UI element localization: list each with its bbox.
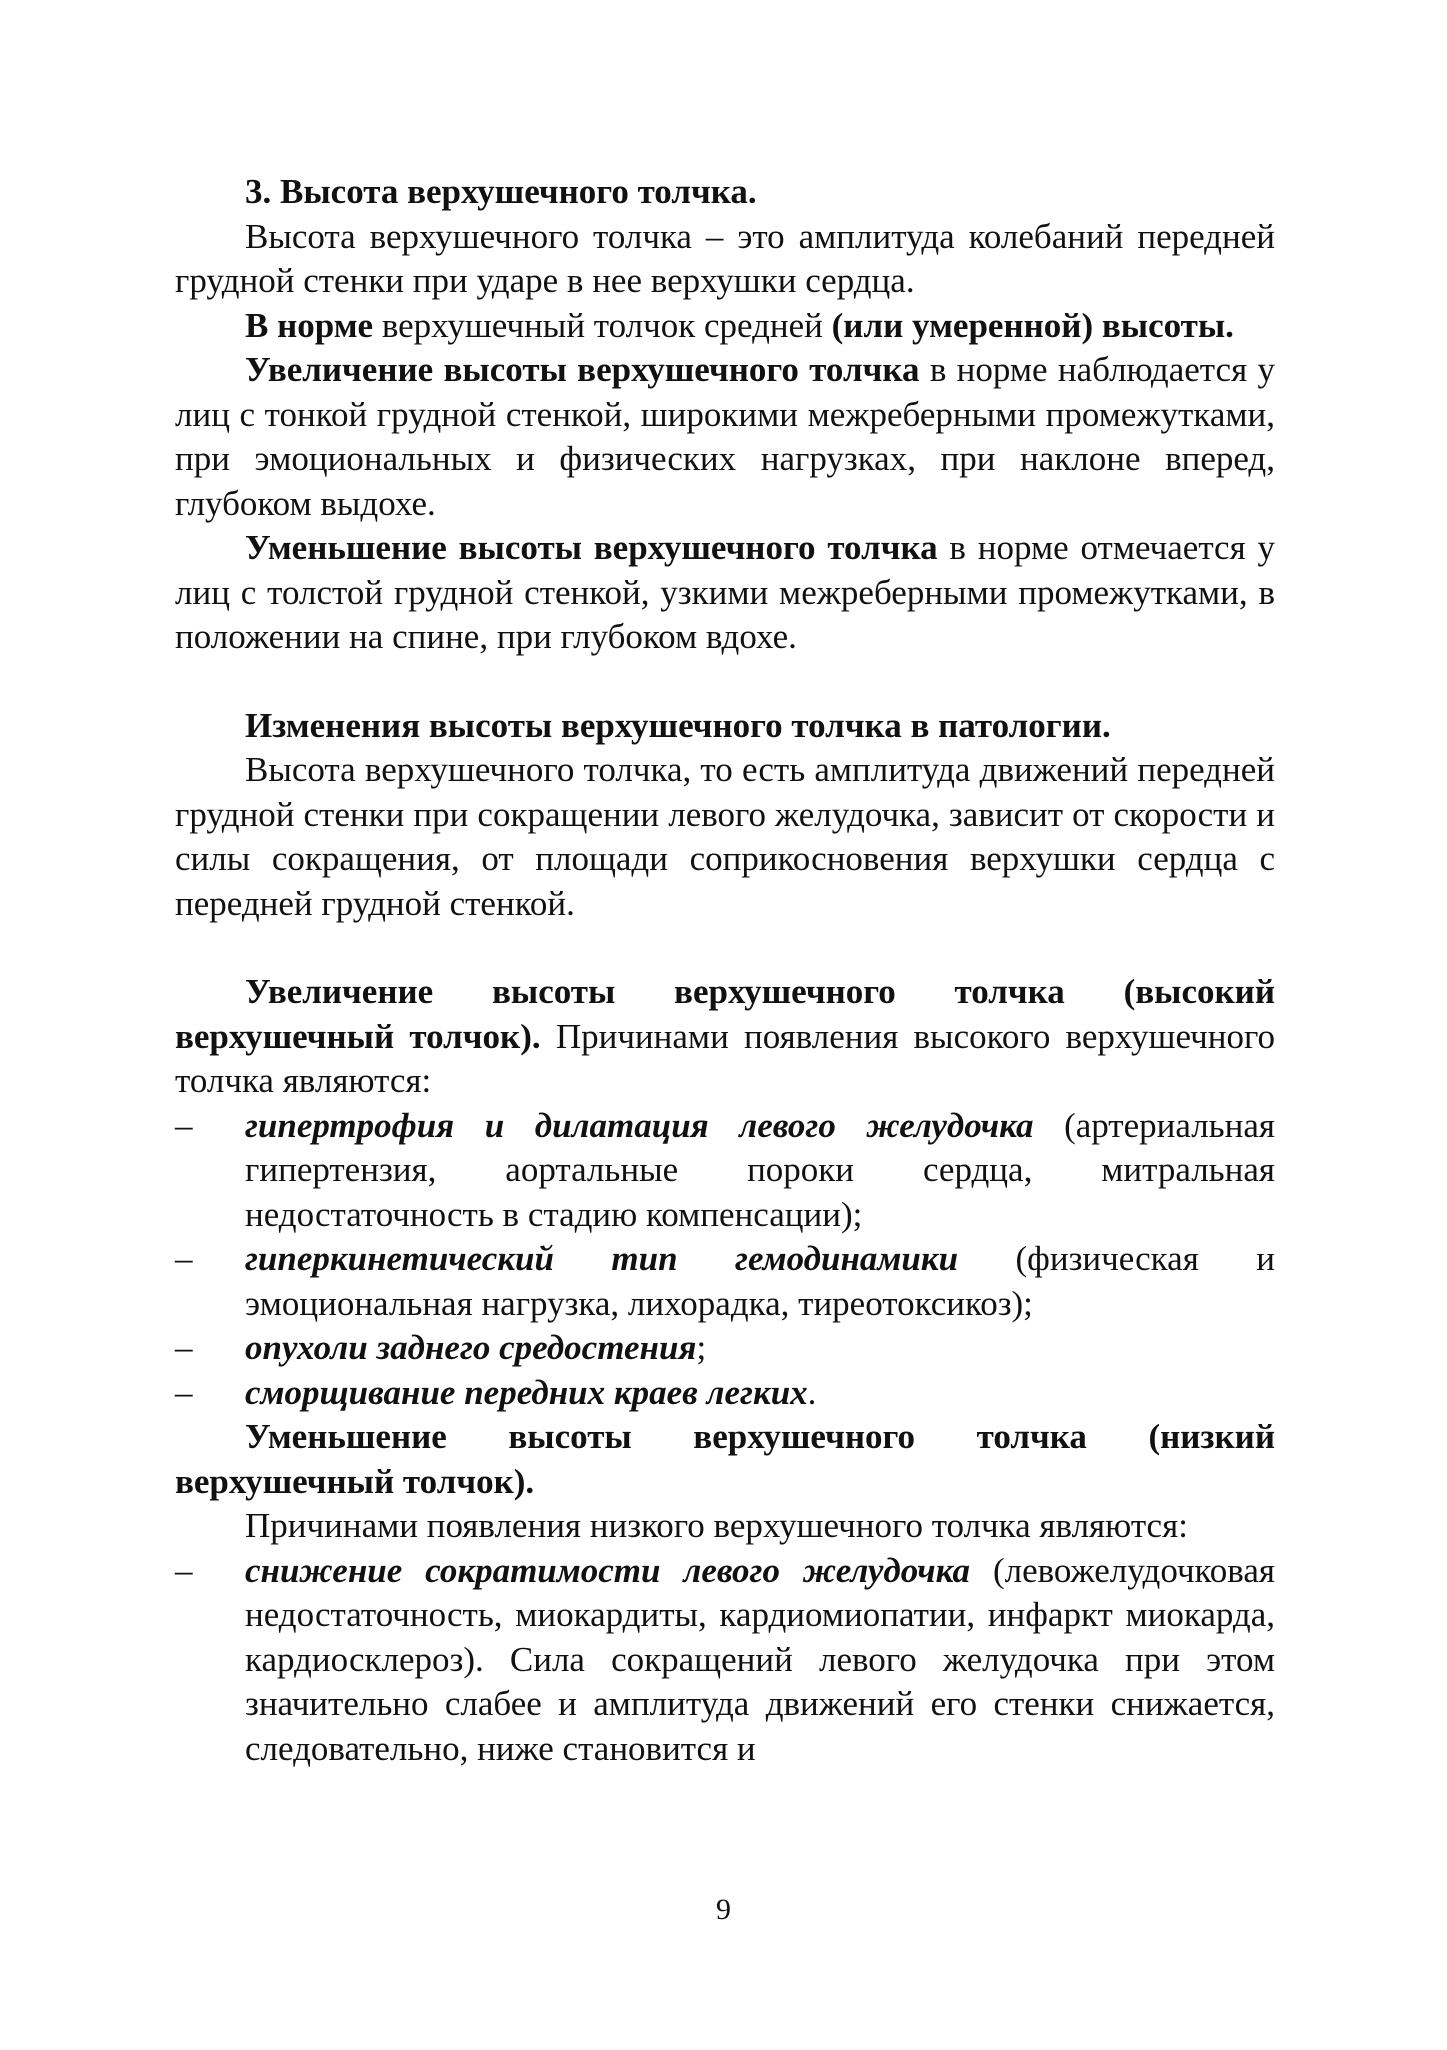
list-item (175, 1104, 1275, 1238)
decrease-norm-term: Уменьшение высоты верхушечного толчка (245, 528, 938, 567)
increase-norm-text: в норме наблюдается у лиц с тонкой грудной стенкой, широкими межреберными промежутками, при эмоциональных и физических нагрузках, при наклоне вперед, глубоком выдохе. (175, 350, 1275, 523)
increase-causes-list (175, 1104, 1275, 1416)
page-number: 9 (716, 1893, 731, 1926)
dash-bullet: – (175, 1550, 193, 1590)
cause-text: (артериальная гипертензия, аортальные пороки сердца, митральная недостаточность в стадию компенсации); (245, 1105, 1275, 1234)
list-item (175, 1237, 1275, 1326)
decrease-intro-paragraph: Причинами появления низкого верхушечного толчка являются: (245, 1506, 1188, 1545)
increase-intro: Причинами появления высокого верхушечного толчка являются: (175, 1016, 1275, 1100)
page-body (175, 170, 1275, 1771)
cause-term: гипертрофия и дилатация левого желудочка (245, 1105, 1034, 1145)
increase-norm-paragraph (175, 348, 1275, 526)
dash-bullet: – (175, 1239, 193, 1278)
cause-term: гиперкинетический тип гемодинамики (245, 1239, 959, 1278)
dash-bullet: – (175, 1105, 193, 1145)
norm-bold-value: (или умеренной) высоты. (831, 305, 1234, 345)
norm-text: верхушечный толчок средней (373, 305, 832, 345)
decrease-norm-text: в норме отмечается у лиц с толстой грудной стенкой, узкими межреберными промежутками, в положении на спине, при глубоком вдохе. (175, 528, 1275, 656)
spacer (175, 926, 1275, 970)
decrease-causes-list (175, 1549, 1275, 1772)
spacer (175, 660, 1275, 704)
decrease-heading-paragraph (175, 1415, 1275, 1504)
cause-text: (физическая и эмоциональная нагрузка, лихорадка, тиреотоксикоз); (245, 1239, 1275, 1323)
increase-paragraph (175, 970, 1275, 1104)
increase-heading: Увеличение высоты верхушечного толчка (высокий верхушечный толчок). (175, 972, 1275, 1056)
cause-term: опухоли заднего средостения (245, 1328, 697, 1367)
cause-term: снижение сократимости левого желудочка (245, 1550, 971, 1590)
definition-paragraph: Высота верхушечного толчка – это амплитуда колебаний передней грудной стенки при ударе в нее верхушки сердца. (175, 216, 1275, 300)
dash-bullet: – (175, 1328, 193, 1367)
cause-text: (левожелудочковая недостаточность, миокардиты, кардиомиопатии, инфаркт миокарда, кардиосклероз). Сила сокращений левого желудочка при этом значительно слабее и амплитуда движений его стенки снижается, следовательно, ниже становится и (245, 1550, 1275, 1768)
norm-paragraph (175, 304, 1275, 349)
cause-text: . (807, 1372, 817, 1412)
list-item (175, 1371, 1275, 1416)
cause-term: сморщивание передних краев легких (245, 1372, 808, 1412)
decrease-norm-paragraph (175, 526, 1275, 660)
dash-bullet: – (175, 1372, 193, 1412)
cause-text: ; (696, 1328, 707, 1367)
decrease-heading: Уменьшение высоты верхушечного толчка (низкий верхушечный толчок). (175, 1417, 1275, 1501)
pathology-paragraph: Высота верхушечного толчка, то есть амплитуда движений передней грудной стенки при сокращении левого желудочка, зависит от скорости и силы сокращения, от площади соприкосновения верхушки сердца с передней грудной стенкой. (175, 750, 1275, 923)
list-item (175, 1326, 1275, 1371)
norm-bold-term: В норме (245, 305, 374, 345)
section-heading: 3. Высота верхушечного толчка. (245, 172, 757, 211)
list-item (175, 1549, 1275, 1772)
pathology-heading: Изменения высоты верхушечного толчка в патологии. (245, 705, 1111, 745)
increase-norm-term: Увеличение высоты верхушечного толчка (245, 350, 920, 389)
